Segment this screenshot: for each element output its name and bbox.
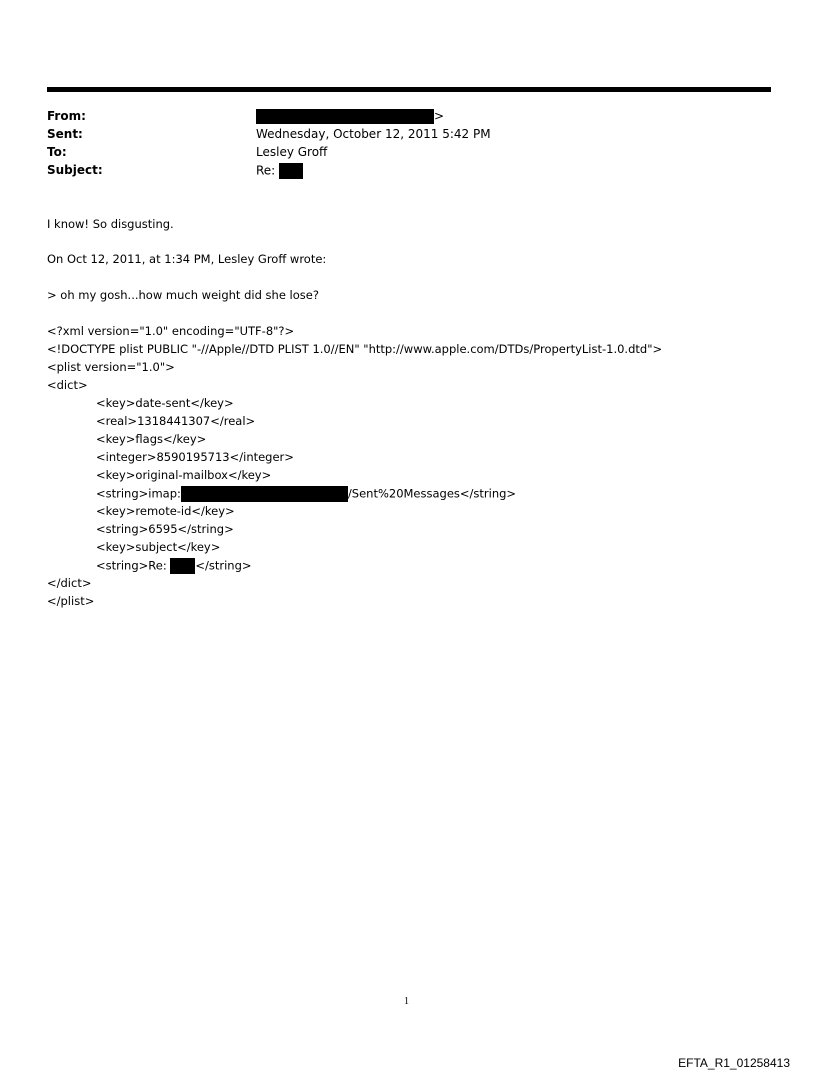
xml-mailbox-suffix: /Sent%20Messages</string> (347, 486, 517, 501)
to-label: To: (47, 145, 67, 159)
header-rule (47, 87, 771, 92)
xml-line: <key>subject</key> (96, 540, 221, 554)
body-line-3: > oh my gosh...how much weight did she lose? (47, 288, 319, 302)
body-line-1: I know! So disgusting. (47, 217, 174, 231)
to-value: Lesley Groff (256, 145, 328, 159)
xml-line-subject (96, 558, 252, 574)
page-number: 1 (404, 996, 409, 1007)
xml-mailbox-prefix: <string>imap: (96, 486, 181, 501)
xml-subject-prefix: <string>Re: (96, 558, 171, 573)
xml-line: <string>6595</string> (96, 522, 234, 536)
xml-line: <key>remote-id</key> (96, 504, 235, 518)
body-line-2: On Oct 12, 2011, at 1:34 PM, Lesley Groff wrote: (47, 252, 327, 266)
from-value (256, 109, 444, 124)
sent-label: Sent: (47, 127, 83, 141)
xml-line: <plist version="1.0"> (47, 360, 175, 374)
redaction-box (279, 163, 303, 179)
xml-line: <key>flags</key> (96, 432, 207, 446)
from-label: From: (47, 109, 86, 123)
subject-label: Subject: (47, 163, 103, 177)
xml-line: <?xml version="1.0" encoding="UTF-8"?> (47, 324, 295, 338)
xml-line: </dict> (47, 576, 92, 590)
subject-prefix: Re: (256, 163, 276, 178)
subject-value (256, 163, 303, 179)
xml-line: <integer>8590195713</integer> (96, 450, 294, 464)
redaction-box (181, 486, 348, 502)
sent-value: Wednesday, October 12, 2011 5:42 PM (256, 127, 491, 141)
xml-line: <dict> (47, 378, 88, 392)
xml-line: </plist> (47, 594, 95, 608)
xml-line: <real>1318441307</real> (96, 414, 256, 428)
redaction-box (170, 558, 195, 574)
xml-line: <!DOCTYPE plist PUBLIC "-//Apple//DTD PLIST 1.0//EN" "http://www.apple.com/DTDs/PropertyList-1.0.dtd"> (47, 342, 663, 356)
xml-line-mailbox (96, 486, 516, 502)
xml-line: <key>original-mailbox</key> (96, 468, 272, 482)
xml-subject-suffix: </string> (195, 558, 252, 573)
from-suffix: > (434, 109, 445, 123)
redaction-box (256, 109, 434, 124)
xml-line: <key>date-sent</key> (96, 396, 234, 410)
bates-number: EFTA_R1_01258413 (678, 1056, 790, 1070)
